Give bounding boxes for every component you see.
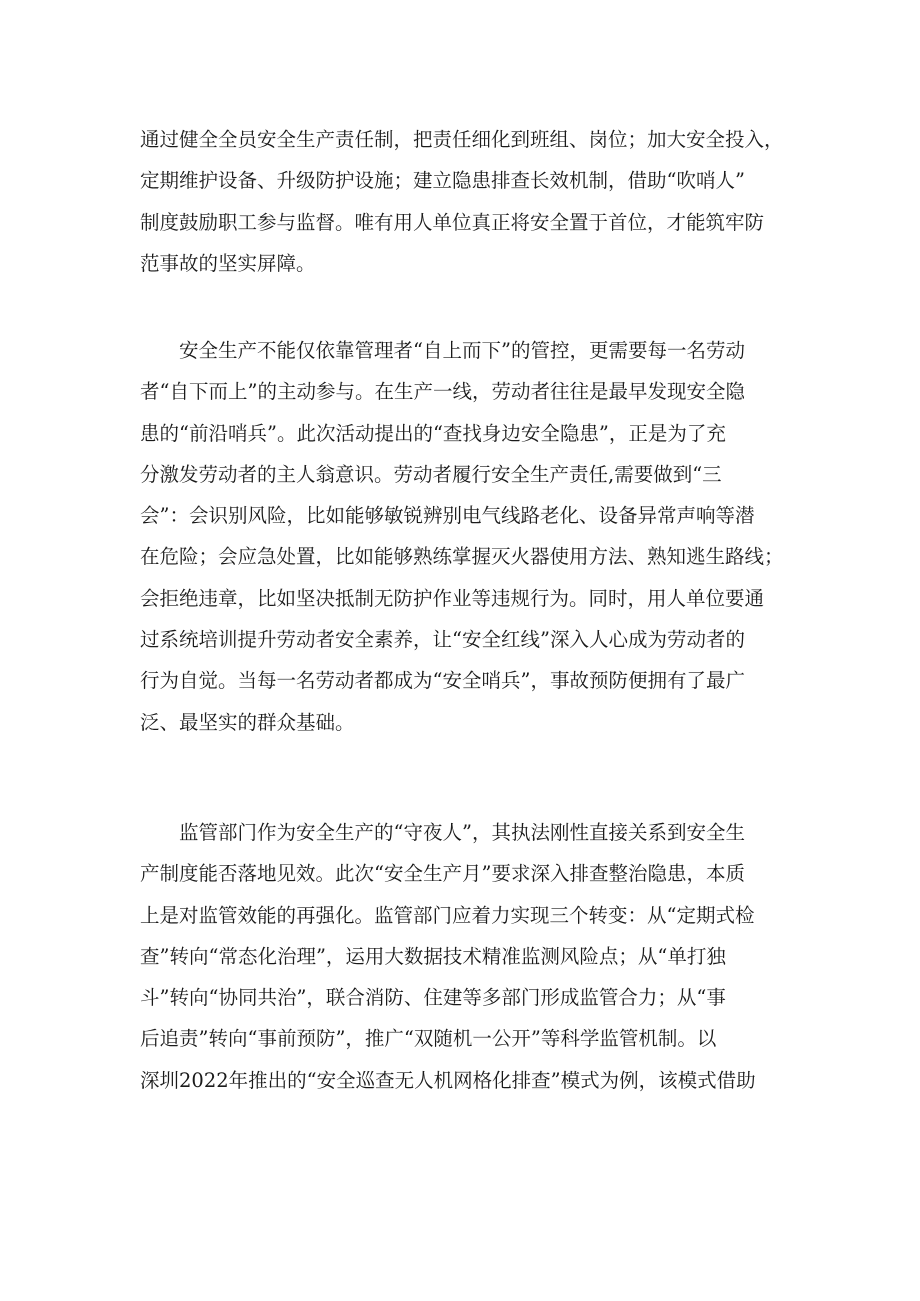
paragraph-line: 者“自下而上”的主动参与。在生产一线，劳动者往往是最早发现安全隐	[140, 380, 745, 404]
paragraph-line: 监管部门作为安全生产的“守夜人”，其执法刚性直接关系到安全生	[140, 821, 745, 844]
paragraph-line: 安全生产不能仅依靠管理者“自上而下”的管控，更需要每一名劳动	[140, 339, 745, 362]
paragraph-line: 斗”转向“协同共治”，联合消防、住建等多部门形成监管合力；从“事	[140, 986, 726, 1010]
paragraph-line: 制度鼓励职工参与监督。唯有用人单位真正将安全置于首位，才能筑牢防	[140, 210, 765, 234]
paragraph-line: 范事故的坚实屏障。	[140, 251, 316, 275]
paragraph-line: 分激发劳动者的主人翁意识。劳动者履行安全生产责任,需要做到“三	[140, 462, 722, 486]
paragraph-line: 会拒绝违章，比如坚决抵制无防护作业等违规行为。同时，用人单位要通	[140, 586, 765, 610]
paragraph-line: 查”转向“常态化治理”，运用大数据技术精准监测风险点；从“单打独	[140, 944, 726, 968]
paragraph-line: 在危险；会应急处置，比如能够熟练掌握灭火器使用方法、熟知逃生路线；	[140, 545, 784, 569]
paragraph-line: 患的“前沿哨兵”。此次活动提出的“查找身边安全隐患”，正是为了充	[140, 421, 726, 445]
paragraph-1	[140, 119, 800, 284]
paragraph-line: 会”：会识别风险，比如能够敏锐辨别电气线路老化、设备异常声响等潜	[140, 504, 755, 528]
paragraph-line: 过系统培训提升劳动者安全素养，让“安全红线”深入人心成为劳动者的	[140, 628, 745, 652]
paragraph-line: 产制度能否落地见效。此次“安全生产月”要求深入排查整治隐患，本质	[140, 862, 745, 886]
paragraph-line: 上是对监管效能的再强化。监管部门应着力实现三个转变：从“定期式检	[140, 903, 755, 927]
paragraph-line: 泛、最坚实的群众基础。	[140, 710, 355, 734]
paragraph-line: 深圳2022年推出的“安全巡查无人机网格化排查”模式为例，该模式借助	[140, 1068, 756, 1092]
paragraph-line: 通过健全全员安全生产责任制，把责任细化到班组、岗位；加大安全投入，	[140, 128, 784, 151]
paragraph-line: 后追责”转向“事前预防”，推广“双随机一公开”等科学监管机制。以	[140, 1027, 717, 1051]
paragraph-line: 定期维护设备、升级防护设施；建立隐患排查长效机制，借助“吹哨人”	[140, 169, 745, 193]
paragraph-2	[140, 330, 800, 743]
paragraph-3	[140, 812, 800, 1101]
paragraph-line: 行为自觉。当每一名劳动者都成为“安全哨兵”，事故预防便拥有了最广	[140, 669, 745, 693]
